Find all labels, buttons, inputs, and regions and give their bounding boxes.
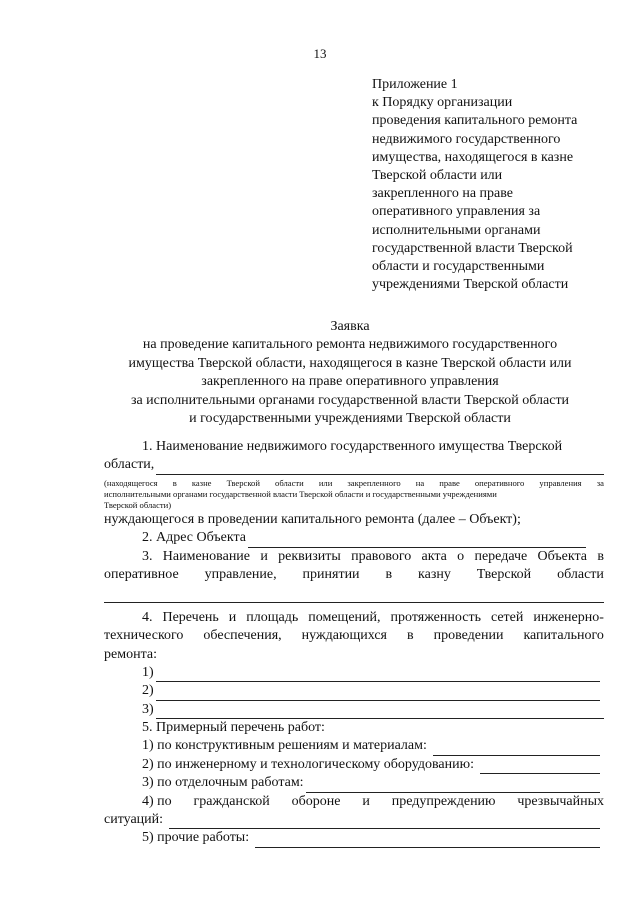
page-number: 13 xyxy=(313,46,327,61)
appendix-line: исполнительными органами xyxy=(372,222,541,238)
appendix-line: Приложение 1 xyxy=(372,77,458,92)
structural-works-field[interactable] xyxy=(433,742,600,756)
item4-sub3-label: 3) xyxy=(142,701,154,717)
title-line: имущества Тверской области, находящегося в казне Тверской области или xyxy=(128,355,572,371)
item5-e-label: 5) прочие работы: xyxy=(142,830,250,846)
object-address-field[interactable] xyxy=(248,534,586,548)
item4-line3-row xyxy=(104,646,604,664)
appendix-line: оперативного управления за xyxy=(372,204,541,220)
item1-line2: области, xyxy=(104,457,155,473)
item1-line1: 1. Наименование недвижимого государственного имущества Тверской xyxy=(142,438,563,454)
item5-heading: 5. Примерный перечень работ: xyxy=(142,720,325,736)
item5-d-line2: ситуаций: xyxy=(104,812,164,828)
premises-field-1[interactable] xyxy=(156,668,600,682)
title-line: закрепленного на праве оперативного управления xyxy=(201,374,499,390)
appendix-line: учреждениями Тверской области xyxy=(372,277,569,293)
legal-act-field[interactable] xyxy=(104,589,604,603)
item5-d-line1: 4) по гражданской обороне и предупреждению чрезвычайных xyxy=(142,793,604,809)
item4-sub1-label: 1) xyxy=(142,664,154,680)
civil-defense-field[interactable] xyxy=(169,815,600,829)
item3-act-row xyxy=(104,584,604,602)
appendix-line: к Порядку организации xyxy=(372,95,513,111)
appendix-block xyxy=(372,76,634,294)
item2-label: 2. Адрес Объекта xyxy=(142,530,246,546)
appendix-line: Тверской области или xyxy=(372,168,503,184)
item1-note-line3: Тверской области) xyxy=(104,499,172,510)
item1-note-line2: исполнительными органами государственной власти Тверской области и государственными учреждениями xyxy=(104,488,497,499)
document-title xyxy=(90,318,610,428)
item1-heading xyxy=(104,438,604,456)
appendix-line: государственной власти Тверской xyxy=(372,240,573,256)
item5-b-row xyxy=(104,756,604,774)
other-works-field[interactable] xyxy=(255,834,600,848)
appendix-line: имущества, находящегося в казне xyxy=(372,149,574,165)
item5-heading-row xyxy=(104,719,604,737)
item2-row xyxy=(104,529,604,547)
object-name-field[interactable] xyxy=(156,461,604,475)
item1-line3: нуждающегося в проведении капитального ремонта (далее – Объект); xyxy=(104,511,521,527)
item4-sub3-row xyxy=(104,701,604,719)
appendix-line: проведения капитального ремонта xyxy=(372,113,578,129)
item5-b-label: 2) по инженерному и технологическому оборудованию: xyxy=(142,756,474,772)
item4-line1: 4. Перечень и площадь помещений, протяженность сетей инженерно- xyxy=(142,609,604,625)
item4-sub2-row xyxy=(104,682,604,700)
item1-note-line1: (находящегося в казне Тверской области или закрепленного на праве оперативного управления за xyxy=(104,477,604,488)
item3-line1: 3. Наименование и реквизиты правового акта о передаче Объекта в xyxy=(142,548,604,564)
item5-c-row xyxy=(104,774,604,792)
item5-a-row xyxy=(104,737,604,755)
item5-c-label: 3) по отделочным работам: xyxy=(142,775,304,791)
premises-field-3[interactable] xyxy=(156,705,604,719)
item4-line3: ремонта: xyxy=(104,646,157,662)
form-body xyxy=(104,438,604,848)
item1-object-name-row xyxy=(104,456,604,474)
item5-a-label: 1) по конструктивным решениям и материалам: xyxy=(142,738,427,754)
premises-field-2[interactable] xyxy=(156,687,600,701)
appendix-line: закрепленного на праве xyxy=(372,186,513,202)
item5-e-row xyxy=(104,829,604,847)
item4-line2: технического обеспечения, нуждающихся в проведении капитального xyxy=(104,628,604,644)
title-line: и государственными учреждениями Тверской области xyxy=(189,411,511,427)
title-heading: Заявка xyxy=(330,319,370,334)
item3-line2: оперативное управление, принятии в казну Тверской области xyxy=(104,566,604,582)
appendix-line: области и государственными xyxy=(372,259,545,275)
appendix-line: недвижимого государственного xyxy=(372,131,561,147)
engineering-equipment-field[interactable] xyxy=(480,760,600,774)
item4-sub1-row xyxy=(104,664,604,682)
finishing-works-field[interactable] xyxy=(306,779,600,793)
item1-line3-row xyxy=(104,511,604,529)
title-line: за исполнительными органами государственной власти Тверской области xyxy=(130,392,570,408)
item5-d-line2-row xyxy=(104,811,604,829)
title-line: на проведение капитального ремонта недвижимого государственного xyxy=(142,337,558,353)
item4-sub2-label: 2) xyxy=(142,683,154,699)
